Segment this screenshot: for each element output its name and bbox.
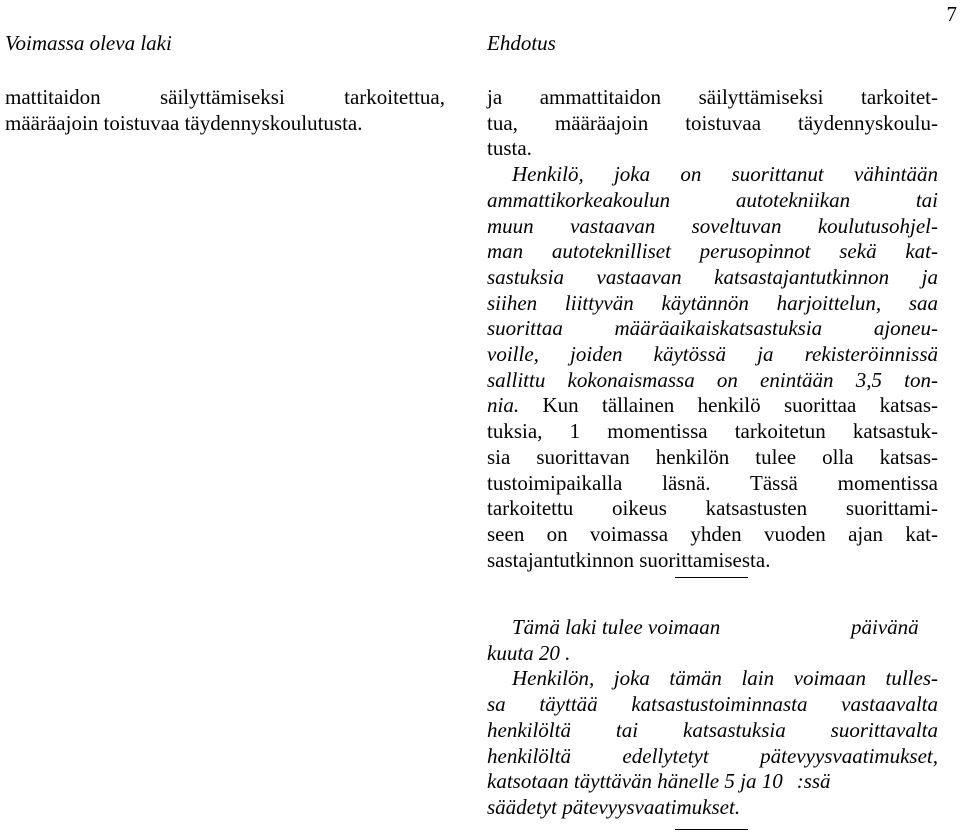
italic-line-1: Henkilö, joka on suorittanut vähintään <box>512 162 938 187</box>
italic-line-4: man autoteknilliset perusopinnot sekä kat- <box>487 239 938 264</box>
right-line-2: tua, määräajoin toistuvaa täydennyskoulu- <box>487 110 938 135</box>
mixed-line <box>487 393 938 419</box>
italic-line-6: siihen liittyvän käytännön harjoittelun, saa <box>487 290 938 315</box>
mixed-line-italic: nia. <box>487 393 520 418</box>
upright2-line-2: sia suorittavan henkilön tulee olla katsas- <box>487 444 938 469</box>
mixed-line-upright: Kun tällainen henkilö suorittaa katsas- <box>519 393 938 418</box>
right-line-1: ja ammattitaidon säilyttämiseksi tarkoitet- <box>487 85 938 109</box>
italic-line-9: sallittu kokonaismassa on enintään 3,5 ton- <box>487 367 938 392</box>
italic-line-3: muun vastaavan soveltuvan koulutusohjel- <box>487 213 938 238</box>
entry-into-force-day: päivänä <box>851 615 919 639</box>
right-column-title: Ehdotus <box>487 31 556 55</box>
transitional-line-5-start: katsotaan täyttävän hänelle 5 ja 10 <box>487 769 783 794</box>
upright2-line-3: tustoimipaikalla läsnä. Tässä momentissa <box>487 470 938 495</box>
left-line-1: mattitaidon säilyttämiseksi tarkoitettua, <box>5 85 445 109</box>
transitional-line-4: henkilöltä edellytetyt pätevyysvaatimukset, <box>487 743 938 768</box>
transitional-line-1: Henkilön, joka tämän lain voimaan tulles- <box>512 666 938 691</box>
transitional-line-6: säädetyt pätevyysvaatimukset. <box>487 794 741 819</box>
italic-line-5: sastuksia vastaavan katsastajantutkinnon ja <box>487 264 938 289</box>
transitional-line-5 <box>487 769 938 795</box>
entry-into-force-line-1: Tämä laki tulee voimaan <box>512 615 721 639</box>
transitional-line-2: sa täyttää katsastustoiminnasta vastaavalta <box>487 692 938 717</box>
upright2-line-4: tarkoitettu oikeus katsastusten suorittami- <box>487 496 938 521</box>
right-line-3: tusta. <box>487 136 532 161</box>
italic-line-8: voille, joiden käytössä ja rekisteröinnissä <box>487 342 938 366</box>
separator-rule-2 <box>675 829 748 830</box>
page-number: 7 <box>946 2 957 26</box>
upright2-line-5: seen on voimassa yhden vuoden ajan kat- <box>487 521 938 546</box>
entry-into-force-line-2: kuuta 20 . <box>487 640 571 665</box>
upright2-line-6: sastajantutkinnon suorittamisesta. <box>487 547 771 572</box>
italic-line-2: ammattikorkeakoulun autotekniikan tai <box>487 187 938 212</box>
upright2-line-1: tuksia, 1 momentissa tarkoitetun katsastuk- <box>487 419 938 444</box>
separator-rule-1 <box>675 577 748 578</box>
italic-line-7: suorittaa määräaikaiskatsastuksia ajoneu- <box>487 316 938 341</box>
transitional-line-3: henkilöltä tai katsastuksia suorittavalta <box>487 717 938 742</box>
left-column-title: Voimassa oleva laki <box>5 31 172 55</box>
left-line-2: määräajoin toistuvaa täydennyskoulutusta. <box>5 110 363 135</box>
transitional-line-5-end: :ssä <box>796 769 831 794</box>
